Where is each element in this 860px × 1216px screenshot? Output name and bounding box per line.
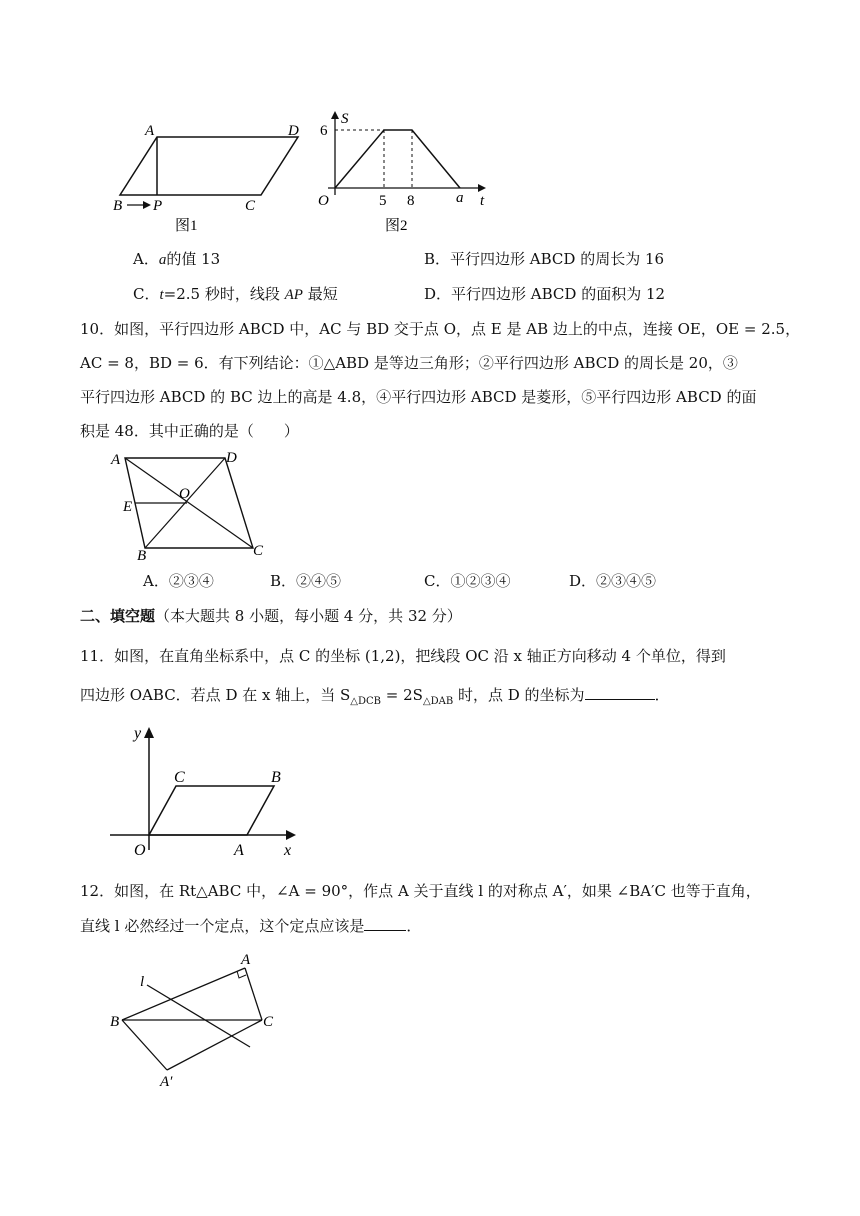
arrow-head-icon bbox=[143, 201, 151, 209]
y-arrow-icon bbox=[331, 111, 339, 119]
label-l: l bbox=[140, 974, 145, 990]
q9-figure-1 bbox=[105, 115, 310, 235]
graph-line bbox=[335, 130, 460, 188]
q12-line-1: 12．如图，在 Rt△ABC 中，∠A = 90°，作点 A 关于直线 l 的对称点 A′，如果 ∠BA′C 也等于直角， bbox=[80, 882, 761, 900]
right-angle-mark bbox=[237, 971, 246, 978]
label-y: y bbox=[134, 725, 142, 742]
segment-ac bbox=[245, 968, 262, 1020]
label-a-prime: A′ bbox=[160, 1074, 173, 1090]
label-c: C bbox=[174, 769, 185, 786]
y-arrow-icon bbox=[144, 727, 154, 738]
label-a: A bbox=[111, 452, 121, 468]
label-c: C bbox=[263, 1014, 274, 1030]
label-s: S bbox=[341, 111, 349, 127]
q10-figure bbox=[105, 448, 275, 563]
label-o: O bbox=[179, 486, 190, 502]
q10-line-1: 10．如图，平行四边形 ABCD 中，AC 与 BD 交于点 O，点 E 是 AB 边上的中点，连接 OE，OE = 2.5， bbox=[80, 320, 801, 338]
label-b: B bbox=[110, 1014, 120, 1030]
label-d: D bbox=[226, 450, 237, 466]
q9-option-c: C．t=2.5 秒时，线段 AP 最短 bbox=[133, 285, 338, 303]
section-subtitle: （本大题共 8 小题，每小题 4 分，共 32 分） bbox=[155, 607, 462, 625]
label-o: O bbox=[134, 842, 146, 857]
label-b: B bbox=[271, 769, 281, 786]
label-a: A bbox=[241, 952, 251, 968]
q12-figure bbox=[110, 950, 285, 1090]
fig1-caption: 图1 bbox=[175, 218, 198, 234]
parallelogram-abcd bbox=[120, 137, 298, 195]
label-p: P bbox=[153, 198, 163, 214]
segment-ba2 bbox=[122, 1020, 167, 1070]
label-5: 5 bbox=[379, 193, 387, 209]
q10-line-2: AC = 8，BD = 6．有下列结论：①△ABD 是等边三角形；②平行四边形 ABCD 的周长是 20，③ bbox=[80, 354, 738, 372]
label-b: B bbox=[137, 548, 147, 563]
label-a: A bbox=[234, 842, 244, 857]
q10-line-3: 平行四边形 ABCD 的 BC 边上的高是 4.8，④平行四边形 ABCD 是菱形，⑤平行四边形 ABCD 的面 bbox=[80, 388, 757, 406]
label-c: C bbox=[245, 198, 256, 214]
q12-line-2: 直线 l 必然经过一个定点，这个定点应该是 ． bbox=[80, 917, 422, 935]
section-heading bbox=[80, 605, 462, 627]
x-arrow-icon bbox=[286, 830, 296, 840]
label-a-axis: a bbox=[456, 190, 464, 206]
label-a: A bbox=[145, 123, 155, 139]
answer-blank[interactable] bbox=[585, 685, 655, 700]
q9-option-b: B．平行四边形 ABCD 的周长为 16 bbox=[424, 250, 665, 268]
q11-line-2: 四边形 OABC．若点 D 在 x 轴上，当 $S_{\triangle DCB} = 2S_{\triangle DAB}$ 时，点 D 的坐标为 ． bbox=[80, 686, 670, 707]
answer-blank[interactable] bbox=[364, 916, 406, 931]
label-o: O bbox=[318, 193, 329, 209]
label-c: C bbox=[253, 543, 264, 559]
q10-option-c: C．①②③④ bbox=[424, 572, 511, 590]
q9-option-d: D．平行四边形 ABCD 的面积为 12 bbox=[424, 285, 666, 303]
q10-line-4: 积是 48．其中正确的是（ ） bbox=[80, 422, 299, 440]
q10-option-a: A．②③④ bbox=[143, 572, 214, 590]
line-l bbox=[147, 985, 250, 1047]
label-t: t bbox=[480, 193, 485, 209]
x-arrow-icon bbox=[478, 184, 486, 192]
fig2-caption: 图2 bbox=[385, 218, 408, 234]
label-e: E bbox=[123, 499, 133, 515]
q9-figure-2 bbox=[310, 105, 500, 235]
q11-line-1: 11．如图，在直角坐标系中，点 C 的坐标 (1,2)，把线段 OC 沿 x 轴正方向移动 4 个单位，得到 bbox=[80, 647, 726, 665]
q9-option-a: A．a的值 13 bbox=[133, 250, 221, 268]
label-b: B bbox=[113, 198, 123, 214]
parallelogram-oabc bbox=[149, 786, 274, 835]
label-d: D bbox=[288, 123, 299, 139]
q10-option-b: B．②④⑤ bbox=[270, 572, 342, 590]
label-6: 6 bbox=[320, 123, 328, 139]
label-8: 8 bbox=[407, 193, 415, 209]
section-title: 二、填空题 bbox=[80, 607, 156, 625]
q11-figure bbox=[110, 722, 310, 857]
q10-option-d: D．②③④⑤ bbox=[569, 572, 657, 590]
label-x: x bbox=[284, 842, 292, 857]
